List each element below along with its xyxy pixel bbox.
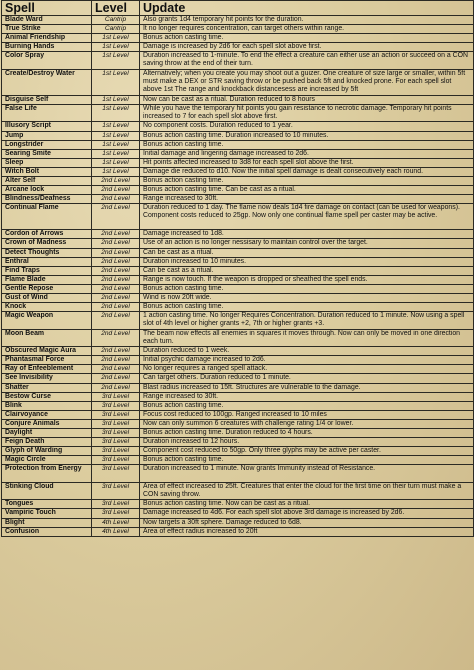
spell-update-cell: It no longer requires concentration, can target others within range. xyxy=(140,25,474,34)
spell-name-cell: Jump xyxy=(2,131,92,140)
table-row xyxy=(2,95,474,104)
spell-update-cell: Focus cost reduced to 100gp. Ranged increased to 10 miles xyxy=(140,410,474,419)
spell-name-cell: Magic Weapon xyxy=(2,312,92,330)
table-row xyxy=(2,482,474,500)
spell-name-cell: Confusion xyxy=(2,527,92,536)
spell-name-cell: False Life xyxy=(2,104,92,122)
spell-name-cell: Vampiric Touch xyxy=(2,509,92,518)
spell-level-cell: 1st Level xyxy=(92,158,140,167)
spell-name-cell: Arcane lock xyxy=(2,186,92,195)
spell-update-cell: Duration increased to 1 minute. Now grants Immunity instead of Resistance. xyxy=(140,465,474,483)
spell-update-cell: Bonus action casting time. Now can be cast as a ritual. xyxy=(140,500,474,509)
table-row xyxy=(2,34,474,43)
spell-name-cell: Illusory Script xyxy=(2,122,92,131)
spell-level-cell: 1st Level xyxy=(92,140,140,149)
spell-update-cell: No longer requires a ranged spell attack. xyxy=(140,365,474,374)
spell-name-cell: Moon Beam xyxy=(2,329,92,347)
spell-update-cell: Bonus action casting time. Can be cast as a ritual. xyxy=(140,186,474,195)
spell-update-cell: Duration increased to 12 hours. xyxy=(140,438,474,447)
table-row xyxy=(2,284,474,293)
header-update: Update xyxy=(140,1,474,16)
spell-name-cell: Find Traps xyxy=(2,266,92,275)
spell-update-cell: Duration reduced to 1 day. The flame now deals 1d4 fire damage on contact (can be used for weapons). Component costs reduced to 25gp. Now only one continual flame spell per caster may be active. xyxy=(140,204,474,230)
spell-level-cell: Cantrip xyxy=(92,16,140,25)
table-row xyxy=(2,177,474,186)
spell-name-cell: Longstrider xyxy=(2,140,92,149)
spell-level-cell: 2nd Level xyxy=(92,177,140,186)
spell-level-cell: 3rd Level xyxy=(92,509,140,518)
spell-level-cell: 1st Level xyxy=(92,52,140,70)
spell-name-cell: Stinking Cloud xyxy=(2,482,92,500)
spell-name-cell: Daylight xyxy=(2,429,92,438)
spell-name-cell: Burning Hands xyxy=(2,43,92,52)
spell-name-cell: Witch Bolt xyxy=(2,167,92,176)
table-row xyxy=(2,356,474,365)
table-row xyxy=(2,303,474,312)
table-row xyxy=(2,239,474,248)
table-row xyxy=(2,447,474,456)
spell-update-cell: Damage is increased by 2d6 for each spell slot above first. xyxy=(140,43,474,52)
spell-level-cell: 2nd Level xyxy=(92,284,140,293)
spell-name-cell: Shatter xyxy=(2,383,92,392)
spell-level-cell: 2nd Level xyxy=(92,248,140,257)
table-row xyxy=(2,293,474,302)
spell-level-cell: 2nd Level xyxy=(92,293,140,302)
spell-update-cell: Blast radius increased to 15ft. Structures are vulnerable to the damage. xyxy=(140,383,474,392)
spell-level-cell: 2nd Level xyxy=(92,275,140,284)
spell-update-cell: Range increased to 30ft. xyxy=(140,392,474,401)
spell-name-cell: Alter Self xyxy=(2,177,92,186)
spell-update-cell: Can be cast as a ritual. xyxy=(140,248,474,257)
spell-name-cell: Searing Smite xyxy=(2,149,92,158)
spell-level-cell: 1st Level xyxy=(92,149,140,158)
spell-update-cell: Duration increased to 1-minute. To end the effect a creature can either use an action or succeed on a CON saving throw at the end of their turn. xyxy=(140,52,474,70)
spell-update-cell: Bonus action casting time. xyxy=(140,456,474,465)
spell-level-cell: 2nd Level xyxy=(92,365,140,374)
spell-update-cell: Alternatively; when you create you may shoot out a guizer. One creature of size large or smaller, within 5ft must make a DEX or STR saving throw or be pushed back 5ft and knocked prone. For each spell slot above 1st The range and knockback distancesess are increased by 5ft xyxy=(140,69,474,95)
spell-level-cell: 1st Level xyxy=(92,104,140,122)
table-row xyxy=(2,392,474,401)
table-row xyxy=(2,500,474,509)
spell-level-cell: 1st Level xyxy=(92,34,140,43)
table-row xyxy=(2,374,474,383)
table-row xyxy=(2,186,474,195)
table-row xyxy=(2,527,474,536)
spell-update-cell: The beam now effects all enemies in squares it moves through. Now can only be moved in one direction each turn. xyxy=(140,329,474,347)
spell-level-cell: 2nd Level xyxy=(92,347,140,356)
spell-name-cell: Blindness/Deafness xyxy=(2,195,92,204)
spell-update-cell: Area of effect increased to 25ft. Creatures that enter the cloud for the first time on their turn must make a CON saving throw. xyxy=(140,482,474,500)
spell-level-cell: 3rd Level xyxy=(92,500,140,509)
spell-update-cell: No component costs. Duration reduced to 1 year. xyxy=(140,122,474,131)
spell-update-cell: Area of effect radius increased to 20ft xyxy=(140,527,474,536)
spell-name-cell: Animal Friendship xyxy=(2,34,92,43)
spell-level-cell: 3rd Level xyxy=(92,482,140,500)
table-row xyxy=(2,365,474,374)
table-row xyxy=(2,410,474,419)
spell-update-cell: Bonus action casting time. Duration reduced to 4 hours. xyxy=(140,429,474,438)
table-row xyxy=(2,204,474,230)
spell-name-cell: Knock xyxy=(2,303,92,312)
table-row xyxy=(2,257,474,266)
spell-update-cell: Also grants 1d4 temporary hit points for the duration. xyxy=(140,16,474,25)
table-row xyxy=(2,456,474,465)
spell-name-cell: Detect Thoughts xyxy=(2,248,92,257)
header-spell: Spell xyxy=(2,1,92,16)
spell-name-cell: Create/Destroy Water xyxy=(2,69,92,95)
spell-name-cell: Blight xyxy=(2,518,92,527)
spell-update-cell: Can target others. Duration reduced to 1 minute. xyxy=(140,374,474,383)
spell-level-cell: 1st Level xyxy=(92,131,140,140)
table-header-row xyxy=(2,1,474,16)
spell-level-cell: 3rd Level xyxy=(92,392,140,401)
table-row xyxy=(2,167,474,176)
spell-level-cell: 3rd Level xyxy=(92,438,140,447)
spell-name-cell: Feign Death xyxy=(2,438,92,447)
table-row xyxy=(2,104,474,122)
spell-name-cell: Flame Blade xyxy=(2,275,92,284)
spell-update-cell: Bonus action casting time. xyxy=(140,303,474,312)
spell-name-cell: Disguise Self xyxy=(2,95,92,104)
spell-name-cell: Blade Ward xyxy=(2,16,92,25)
table-row xyxy=(2,419,474,428)
table-row xyxy=(2,518,474,527)
spell-update-cell: Range is now touch. If the weapon is dropped or sheathed the spell ends. xyxy=(140,275,474,284)
spell-level-cell: 3rd Level xyxy=(92,456,140,465)
table-row xyxy=(2,438,474,447)
spell-name-cell: Tongues xyxy=(2,500,92,509)
table-body xyxy=(2,16,474,537)
spell-update-cell: Now can be cast as a ritual. Duration reduced to 8 hours xyxy=(140,95,474,104)
spell-name-cell: Phantasmal Force xyxy=(2,356,92,365)
table-row xyxy=(2,69,474,95)
table-row xyxy=(2,195,474,204)
spell-name-cell: Clairvoyance xyxy=(2,410,92,419)
table-row xyxy=(2,275,474,284)
spell-name-cell: Cordon of Arrows xyxy=(2,230,92,239)
spell-update-cell: Damage die reduced to d10. Now the initial spell damage is dealt consecutively each round. xyxy=(140,167,474,176)
table-row xyxy=(2,158,474,167)
spell-update-cell: Damage increased to 4d6. For each spell slot above 3rd damage is increased by 2d6. xyxy=(140,509,474,518)
spell-name-cell: Crown of Madness xyxy=(2,239,92,248)
spell-name-cell: Sleep xyxy=(2,158,92,167)
spell-level-cell: 3rd Level xyxy=(92,401,140,410)
spell-level-cell: 2nd Level xyxy=(92,239,140,248)
spell-level-cell: 2nd Level xyxy=(92,186,140,195)
spell-update-cell: 1 action casting time. No longer Requires Concentration. Duration reduced to 1 minute. Now using a spell slot of 4th level or higher grants +2, 7th or higher grants +3. xyxy=(140,312,474,330)
spell-level-cell: 2nd Level xyxy=(92,257,140,266)
spell-level-cell: 2nd Level xyxy=(92,356,140,365)
table-row xyxy=(2,52,474,70)
spell-level-cell: 2nd Level xyxy=(92,312,140,330)
spell-name-cell: See Invisibility xyxy=(2,374,92,383)
spell-level-cell: 2nd Level xyxy=(92,266,140,275)
spell-name-cell: Bestow Curse xyxy=(2,392,92,401)
spell-update-table xyxy=(1,0,474,537)
table-row xyxy=(2,248,474,257)
table-row xyxy=(2,383,474,392)
spell-level-cell: 3rd Level xyxy=(92,429,140,438)
spell-level-cell: 4th Level xyxy=(92,518,140,527)
spell-level-cell: Cantrip xyxy=(92,25,140,34)
spell-level-cell: 3rd Level xyxy=(92,419,140,428)
table-row xyxy=(2,230,474,239)
table-row xyxy=(2,347,474,356)
spell-update-cell: Initial psychic damage increased to 2d6. xyxy=(140,356,474,365)
spell-name-cell: Conjure Animals xyxy=(2,419,92,428)
spell-level-cell: 1st Level xyxy=(92,69,140,95)
spell-update-cell: Bonus action casting time. xyxy=(140,401,474,410)
spell-name-cell: True Strike xyxy=(2,25,92,34)
table-row xyxy=(2,16,474,25)
spell-level-cell: 2nd Level xyxy=(92,303,140,312)
spell-name-cell: Obscured Magic Aura xyxy=(2,347,92,356)
spell-update-cell: Range increased to 30ft. xyxy=(140,195,474,204)
spell-update-cell: Can be cast as a ritual. xyxy=(140,266,474,275)
spell-level-cell: 1st Level xyxy=(92,95,140,104)
spell-level-cell: 2nd Level xyxy=(92,329,140,347)
table-row xyxy=(2,312,474,330)
spell-update-cell: Now can only summon 6 creatures with challenge rating 1/4 or lower. xyxy=(140,419,474,428)
spell-level-cell: 2nd Level xyxy=(92,374,140,383)
spell-update-cell: Bonus action casting time. Duration increased to 10 minutes. xyxy=(140,131,474,140)
table-row xyxy=(2,149,474,158)
spell-name-cell: Color Spray xyxy=(2,52,92,70)
spell-update-cell: Initial damage and lingering damage increased to 2d6. xyxy=(140,149,474,158)
spell-update-cell: Duration reduced to 1 week. xyxy=(140,347,474,356)
spell-update-cell: Duration increased to 10 minutes. xyxy=(140,257,474,266)
spell-name-cell: Glyph of Warding xyxy=(2,447,92,456)
table-row xyxy=(2,25,474,34)
spell-update-cell: Bonus action casting time. xyxy=(140,34,474,43)
spell-level-cell: 2nd Level xyxy=(92,383,140,392)
table-row xyxy=(2,131,474,140)
spell-update-cell: Damage increased to 1d8. xyxy=(140,230,474,239)
spell-level-cell: 2nd Level xyxy=(92,195,140,204)
spell-name-cell: Magic Circle xyxy=(2,456,92,465)
spell-level-cell: 1st Level xyxy=(92,167,140,176)
spell-level-cell: 1st Level xyxy=(92,122,140,131)
spell-name-cell: Ray of Enfeeblement xyxy=(2,365,92,374)
spell-update-cell: Bonus action casting time. xyxy=(140,284,474,293)
spell-name-cell: Protection from Energy xyxy=(2,465,92,483)
spell-name-cell: Enthral xyxy=(2,257,92,266)
header-level: Level xyxy=(92,1,140,16)
spell-update-cell: Bonus action casting time. xyxy=(140,177,474,186)
table-row xyxy=(2,509,474,518)
spell-level-cell: 2nd Level xyxy=(92,230,140,239)
table-row xyxy=(2,122,474,131)
spell-level-cell: 3rd Level xyxy=(92,410,140,419)
spell-name-cell: Blink xyxy=(2,401,92,410)
spell-level-cell: 3rd Level xyxy=(92,465,140,483)
spell-update-cell: While you have the temporary hit points you gain resistance to necrotic damage. Temporary hit points increased to 7 for each spell slot above first. xyxy=(140,104,474,122)
spell-level-cell: 3rd Level xyxy=(92,447,140,456)
spell-update-cell: Component cost reduced to 50gp. Only three glyphs may be active per caster. xyxy=(140,447,474,456)
table-row xyxy=(2,329,474,347)
spell-level-cell: 2nd Level xyxy=(92,204,140,230)
spell-update-cell: Hit points affected increased to 3d8 for each spell slot above the first. xyxy=(140,158,474,167)
spell-update-cell: Use of an action is no longer nessisary to maintain control over the target. xyxy=(140,239,474,248)
table-row xyxy=(2,401,474,410)
spell-level-cell: 4th Level xyxy=(92,527,140,536)
table-row xyxy=(2,140,474,149)
spell-level-cell: 1st Level xyxy=(92,43,140,52)
spell-update-cell: Now targets a 30ft sphere. Damage reduced to 6d8. xyxy=(140,518,474,527)
table-row xyxy=(2,429,474,438)
table-row xyxy=(2,266,474,275)
table-row xyxy=(2,465,474,483)
spell-update-cell: Wind is now 20ft wide. xyxy=(140,293,474,302)
spell-name-cell: Gentle Repose xyxy=(2,284,92,293)
table-row xyxy=(2,43,474,52)
spell-name-cell: Gust of Wind xyxy=(2,293,92,302)
spell-update-cell: Bonus action casting time. xyxy=(140,140,474,149)
spell-name-cell: Continual Flame xyxy=(2,204,92,230)
